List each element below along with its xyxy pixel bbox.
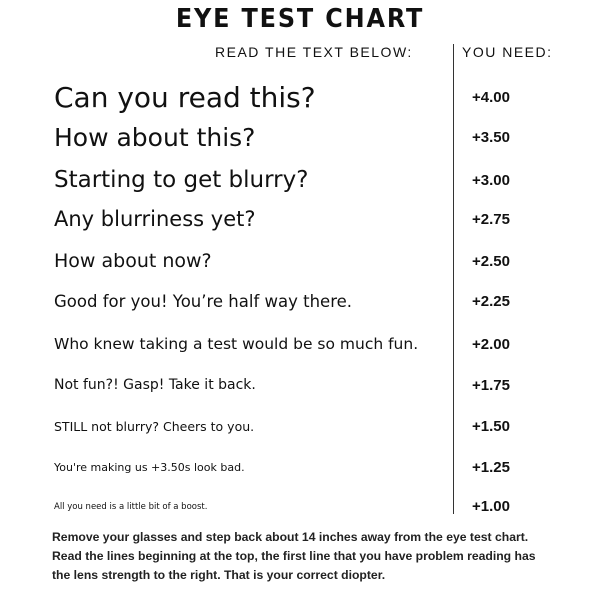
- instructions-paragraph: Remove your glasses and step back about 14 inches away from the eye test chart. Read the lines beginning at the top, the first line that you have problem reading has the lens strength to the right. That is your correct diopter.: [52, 530, 536, 582]
- chart-line-text: STILL not blurry? Cheers to you.: [54, 419, 255, 435]
- chart-line-text: You're making us +3.50s look bad.: [54, 461, 245, 475]
- chart-title: EYE TEST CHART: [175, 4, 425, 34]
- chart-line-text: Who knew taking a test would be so much fun.: [54, 335, 419, 354]
- chart-line-text: Can you read this?: [54, 80, 316, 114]
- diopter-value: +1.25: [472, 459, 510, 476]
- you-need-header: YOU NEED:: [462, 44, 553, 60]
- diopter-value: +1.75: [472, 377, 510, 394]
- diopter-value: +2.25: [472, 293, 510, 310]
- read-text-header: READ THE TEXT BELOW:: [215, 44, 413, 60]
- diopter-value: +2.00: [472, 336, 510, 353]
- diopter-value: +4.00: [472, 89, 510, 106]
- chart-line-text: Not fun?! Gasp! Take it back.: [54, 377, 256, 394]
- diopter-value: +2.50: [472, 253, 510, 270]
- chart-line-text: How about now?: [54, 250, 212, 273]
- diopter-value: +3.00: [472, 172, 510, 189]
- chart-line-text: Any blurriness yet?: [54, 206, 256, 231]
- chart-line-text: Starting to get blurry?: [54, 166, 309, 193]
- diopter-value: +3.50: [472, 129, 510, 146]
- chart-line-text: All you need is a little bit of a boost.: [54, 501, 208, 512]
- chart-line-text: How about this?: [54, 122, 256, 152]
- diopter-value: +1.50: [472, 418, 510, 435]
- diopter-value: +2.75: [472, 211, 510, 228]
- diopter-value: +1.00: [472, 498, 510, 515]
- chart-line-text: Good for you! You’re half way there.: [54, 291, 353, 311]
- column-divider: [453, 44, 454, 514]
